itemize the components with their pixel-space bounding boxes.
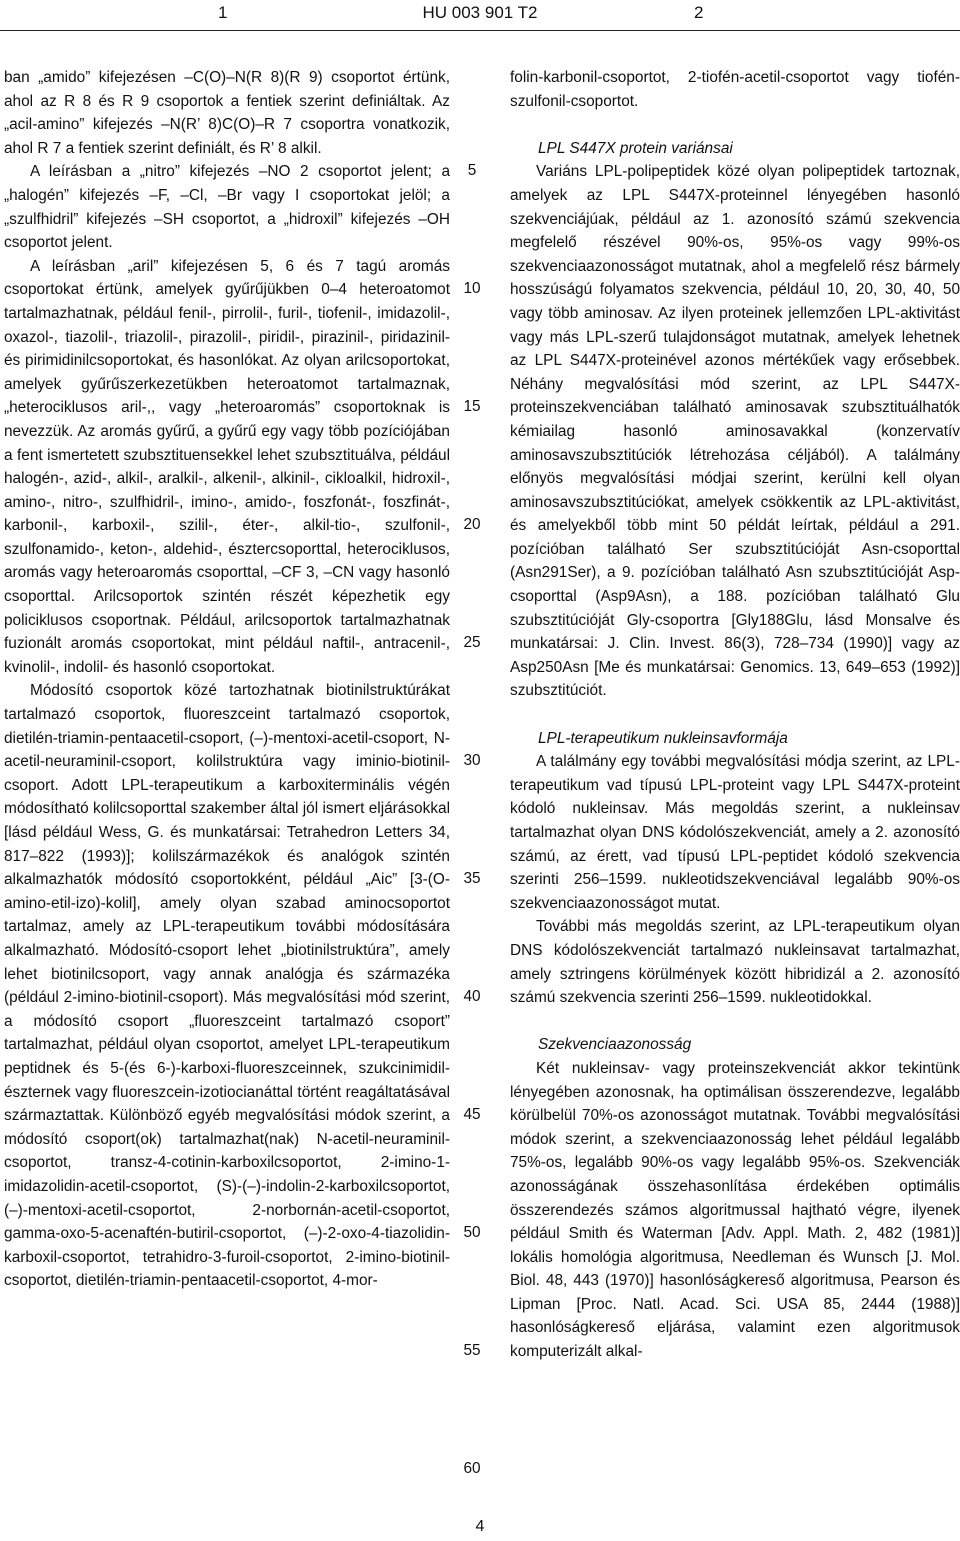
page-header bbox=[0, 0, 960, 34]
right-column-paragraph: Variáns LPL-polipeptidek közé olyan polipeptidek tartoznak, amelyek az LPL S447X-proteinnel lényegében hasonló szekvenciájúak, például az 1. azonosító számú szekvencia megfelelő részével 90%-os, 95%-os vagy 99%-os szekvenciaazonosságot mutatnak, ahol a megfelelő rész bármely hosszúságú folyamatos szekvencia, például 10, 20, 30, 40, 50 vagy több aminosav. Az ilyen proteinek jellemzően LPL-aktivitást vagy más LPL-szerű tulajdonságot mutatnak, amelyek lehetnek az LPL S447X-proteinével azonos mértékűek vagy erősebbek. Néhány megvalósítási mód szerint, az LPL S447X-proteinszekvenciában található aminosavak szubsztituálhatók kémiailag hasonló aminosavakkal (konzervatív aminosavszubsztitúciók létrehozása céljából). A találmány előnyös megvalósítási módjai szerint, kerülni kell olyan aminosavszubsztitúciókat, amelyek csökkentik az LPL-aktivitást, és amelyekből több mint 50 példát leírtak, például a 291. pozícióban található Ser szubsztitúcióját Asn-csoporttal (Asn291Ser), a 9. pozícióban található Asn szubsztitúcióját Asp-csoporttal (Asp9Asn), a 188. pozícióban található Glu szubsztitúcióját Gly-csoportra [Gly188Glu, lásd Monsalve és munkatársai: J. Clin. Invest. 86(3), 728–734 (1990)] vagy az Asp250Asn [Me és munkatársai: Genomics. 13, 649–653 (1992)] szubsztitúciót. bbox=[510, 163, 960, 700]
line-number: 50 bbox=[463, 1224, 481, 1241]
right-column bbox=[510, 66, 960, 1364]
right-column-heading: Szekvenciaazonosság bbox=[538, 1036, 692, 1054]
right-column-paragraph: folin-karbonil-csoportot, 2-tiofén-acetil-csoportot vagy tiofén-szulfonil-csoportot. bbox=[510, 69, 960, 110]
line-number: 10 bbox=[463, 280, 481, 297]
line-number: 60 bbox=[463, 1460, 481, 1477]
left-column bbox=[4, 66, 450, 1293]
left-column-paragraph: A leírásban „aril” kifejezésen 5, 6 és 7 tagú aromás csoportokat értünk, amelyek gyűrűjükben 0–4 heteroatomot tartalmazhatnak, például fenil-, pirrolil-, furil-, tiofenil-, imidazolil-, oxazol-, tiazolil-, triazolil-, pirazolil-, piridil-, pirazinil-, piridazinil- és pirimidinilcsoportokat, és hasonlókat. Az olyan arilcsoportokat, amelyek gyűrűszerkezetükben heteroatomot tartalmaznak, „heterociklusos aril-,, vagy „heteroaromás” csoportoknak is nevezzük. Az aromás gyűrű, a gyűrű egy vagy több pozíciójában a fent ismertetett szubsztituensekkel lehet szubsztituálva, például halogén-, azid-, alkil-, aralkil-, alkenil-, alkinil-, cikloalkil, hidroxil-, amino-, nitro-, szulfhidril-, imino-, amido-, foszfonát-, foszfinát-, karbonil-, karboxil-, szilil-, éter-, alkil-tio-, szulfonil-, szulfonamido-, keton-, aldehid-, észtercsoporttal, heterociklusos, aromás vagy heteroaromás csoporttal, –CF 3, –CN vagy hasonló csoporttal. Arilcsoportok szintén részét képezhetik egy policiklusos csoportnak. Például, arilcsoportok tartalmazhatnak fuzionált aromás csoportokat, mint például naftil-, antracenil-, kvinolil-, indolil- és hasonló csoportokat. bbox=[4, 257, 450, 676]
right-column-heading: LPL-terapeutikum nukleinsavformája bbox=[538, 729, 788, 747]
right-column-heading: LPL S447X protein variánsai bbox=[538, 139, 733, 157]
left-column-paragraph: A leírásban a „nitro” kifejezés –NO 2 csoportot jelent; a „halogén” kifejezés –F, –Cl, –Br vagy I csoportokat jelöl; a „szulfhidril” kifejezés –SH csoportot, a „hidroxil” kifejezés –OH csoportot jelent. bbox=[4, 163, 450, 252]
line-number: 55 bbox=[463, 1342, 481, 1359]
page-footer-number: 4 bbox=[475, 1518, 485, 1535]
right-column-paragraph: Két nukleinsav- vagy proteinszekvenciát akkor tekintünk lényegében azonosnak, ha optimálisan összerendezve, legalább körülbelül 70%-os azonosságot mutatnak. További megvalósítási módok szerint, a szekvenciaazonosság lehet például legalább 75%-os, legalább 90%-os vagy legalább 95%-os. Szekvenciák azonosságának összehasonlítása érdekében optimális összerendezés számos algoritmussal hajtható végre, ilyenek például Smith és Waterman [Adv. Appl. Math. 2, 482 (1981)] lokális homológia algoritmusa, Needleman és Wunsch [J. Mol. Biol. 48, 443 (1970)] hasonlóságkereső algoritmusa, Pearson és Lipman [Proc. Natl. Acad. Sci. USA 85, 2444 (1988)] hasonlóságkereső eljárása, valamint ezen algoritmusok komputerizált alkal- bbox=[510, 1059, 960, 1361]
patent-number: HU 003 901 T2 bbox=[422, 3, 538, 22]
line-number: 45 bbox=[463, 1106, 481, 1123]
line-number: 15 bbox=[463, 398, 481, 415]
line-number: 20 bbox=[463, 516, 481, 533]
right-column-paragraph: A találmány egy további megvalósítási módja szerint, az LPL-terapeutikum vad típusú LPL-proteint vagy LPL S447X-proteint kódoló nukleinsav. Más megoldás szerint, a nukleinsav tartalmazhat olyan DNS kódolószekvenciát, amely a 2. azonosító számú, az érett, vad típusú LPL-peptidet kódoló szekvencia szerinti 256–1599. nukleotidszekvenciával legalább 90%-os szekvenciaazonosságot mutat. bbox=[510, 753, 960, 912]
header-rule bbox=[0, 30, 960, 31]
line-number: 25 bbox=[463, 634, 481, 651]
line-number: 35 bbox=[463, 870, 481, 887]
left-column-paragraph: Módosító csoportok közé tartozhatnak biotinilstruktúrákat tartalmazó csoportok, fluoreszceint tartalmazó csoportok, dietilén-triamin-pentaacetil-csoport, (–)-mentoxi-acetil-csoport, N-acetil-neuraminil-csoport, kolilstruktúra vagy iminio-biotinil-csoport. Adott LPL-terapeutikum a karboxiterminális végén módosítható kolilcsoporttal szakember által jól ismert eljárásokkal [lásd például Wess, G. és munkatársai: Tetrahedron Letters 34, 817–822 (1993)]; kolilszármazékok és analógok szintén alkalmazhatók módosító csoportokként, például „Aic” [3-(O-amino-etil-izo)-kolil], amely olyan szabad aminocsoportot tartalmaz, amely az LPL-terapeutikum további módosítására alkalmazható. Módosító-csoport lehet „biotinilstruktúra”, amely lehet biotinilcsoport, vagy annak analógja és származéka (például 2-imino-biotinil-csoport). Más megvalósítási mód szerint, a módosító csoport „fluoreszceint tartalmazó csoport” tartalmazhat, például olyan csoportot, amelyet LPL-terapeutikum peptidnek és 5-(és 6-)-karboxi-fluoreszceinnek, szukcinimidil-észternek vagy fluoreszcein-izotiocianáttal történt reagáltatásával származtattak. Különböző egyéb megvalósítási módok szerint, a módosító csoport(ok) tartalmazhat(nak) N-acetil-neuraminil-csoportot, transz-4-cotinin-karboxilcsoportot, 2-imino-1-imidazolidin-acetil-csoportot, (S)-(–)-indolin-2-karboxilcsoportot, (–)-mentoxi-acetil-csoportot, 2-norbornán-acetil-csoportot, gamma-oxo-5-acenaftén-butiril-csoportot, (–)-2-oxo-4-tiazolidin-karboxil-csoportot, tetrahidro-3-furoil-csoportot, 2-imino-biotinil-csoportot, dietilén-triamin-pentaacetil-csoportot, 4-mor- bbox=[4, 682, 450, 1290]
line-number: 5 bbox=[467, 162, 477, 179]
right-column-paragraph: További más megoldás szerint, az LPL-terapeutikum olyan DNS kódolószekvenciát tartalmazó nukleinsavat tartalmazhat, amely sztringens körülmények között hibridizál a 2. azonosító számú szekvencia szerinti 256–1599. nukleotidokkal. bbox=[510, 918, 960, 1007]
right-page-number: 2 bbox=[694, 3, 704, 22]
line-number: 30 bbox=[463, 752, 481, 769]
left-page-number: 1 bbox=[218, 3, 228, 22]
line-number: 40 bbox=[463, 988, 481, 1005]
left-column-paragraph: ban „amido” kifejezésen –C(O)–N(R 8)(R 9) csoportot értünk, ahol az R 8 és R 9 csoportok a fentiek szerint definiáltak. Az „acil-amino” kifejezés –N(R’ 8)C(O)–R 7 csoportra vonatkozik, ahol R 7 a fentiek szerint definiált, és R’ 8 alkil. bbox=[4, 69, 450, 157]
